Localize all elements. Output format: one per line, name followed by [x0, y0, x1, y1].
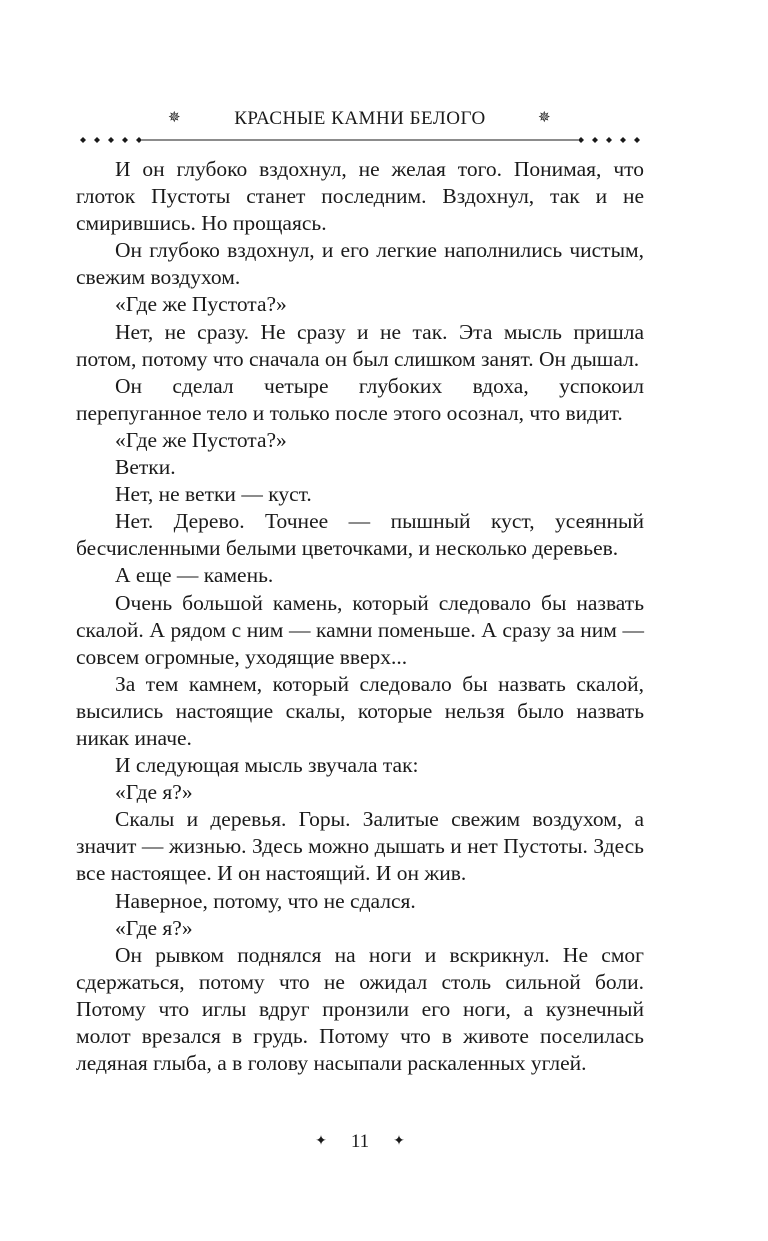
page-number: 11 [350, 1130, 370, 1152]
page-footer [76, 1130, 644, 1156]
paragraph: «Где же Пустота?» [115, 292, 287, 317]
paragraph: Ветки. [115, 455, 176, 480]
paragraph: «Где же Пустота?» [115, 427, 287, 452]
star-ornament-icon: ✵ [538, 108, 551, 126]
paragraph: И он глубоко вздохнул, не желая того. Понимая, что глоток Пустоты станет последним. Вздохнул, так и не смирившись. Но прощаясь. [76, 157, 644, 236]
running-header [76, 104, 644, 144]
paragraph: Он сделал четыре глубоких вдоха, успокоил перепуганное тело и только после этого осознал, что видит. [76, 373, 644, 425]
paragraph: Нет. Дерево. Точнее — пышный куст, усеянный бесчисленными белыми цветочками, и несколько деревьев. [76, 509, 644, 561]
paragraph: Очень большой камень, который следовало бы назвать скалой. А рядом с ним — камни поменьше. А сразу за ним — совсем огромные, уходящие вверх... [76, 590, 644, 669]
paragraph: Он глубоко вздохнул, и его легкие наполнились чистым, свежим воздухом. [76, 238, 644, 290]
star-ornament-icon: ✵ [168, 108, 181, 126]
running-header-title: КРАСНЫЕ КАМНИ БЕЛОГО [234, 108, 486, 129]
diamond-ornament-icon: ✦ [315, 1134, 327, 1150]
dotted-rule-icon [76, 136, 644, 144]
paragraph: Скалы и деревья. Горы. Залитые свежим воздухом, а значит — жизнью. Здесь можно дышать и нет Пустоты. Здесь все настоящее. И он настоящий. И он жив. [76, 807, 644, 886]
diamond-ornament-icon: ✦ [393, 1134, 405, 1150]
paragraph: «Где я?» [115, 780, 193, 805]
paragraph: Нет, не ветки — куст. [115, 482, 312, 507]
paragraph: «Где я?» [115, 915, 193, 940]
paragraph: Наверное, потому, что не сдался. [115, 888, 416, 913]
body-text [76, 156, 644, 1077]
paragraph: И следующая мысль звучала так: [115, 753, 419, 778]
paragraph: Нет, не сразу. Не сразу и не так. Эта мысль пришла потом, потому что сначала он был слишком занят. Он дышал. [76, 319, 644, 371]
paragraph: За тем камнем, который следовало бы назвать скалой, высились настоящие скалы, которые нельзя было назвать никак иначе. [76, 671, 644, 750]
paragraph: Он рывком поднялся на ноги и вскрикнул. Не смог сдержаться, потому что не ожидал столь сильной боли. Потому что иглы вдруг пронзили его ноги, а кузнечный молот врезался в грудь. Потому что в животе поселилась ледяная глыба, а в голову насыпали раскаленных углей. [76, 942, 644, 1076]
paragraph: А еще — камень. [115, 563, 274, 588]
